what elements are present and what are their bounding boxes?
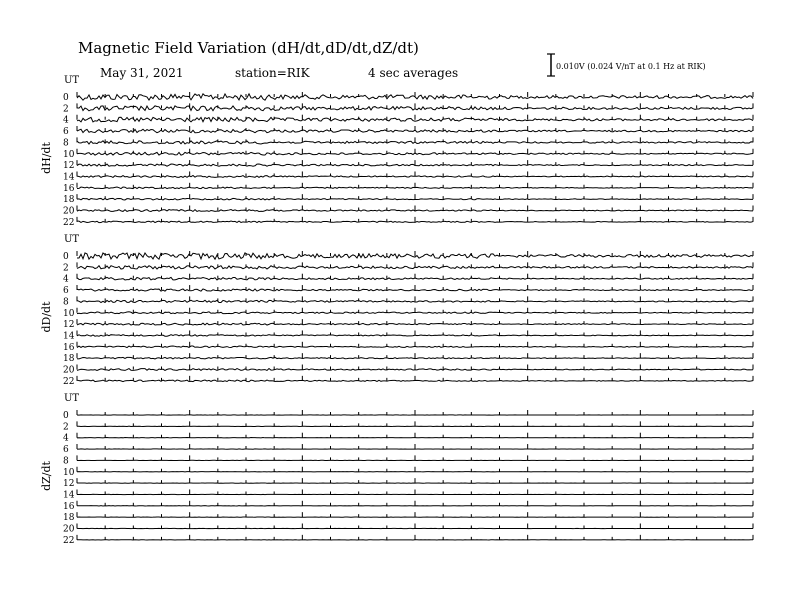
dz-hour-label: 12 [63, 479, 75, 490]
dz-hour-label: 20 [63, 524, 75, 535]
dz-traces [63, 410, 753, 546]
dd-hour-label: 4 [63, 274, 69, 285]
dh-hour-label: 18 [63, 195, 75, 206]
dz-hour-label: 0 [63, 411, 69, 421]
dh-hour-label: 22 [63, 217, 75, 228]
averaging-label: 4 sec averages [368, 66, 459, 80]
dz-hour-label: 16 [63, 501, 75, 512]
dd-traces [63, 251, 753, 387]
dh-hour-label: 20 [63, 206, 75, 217]
dh-hour-label: 14 [63, 172, 75, 183]
dh-axis-label: dH/dt [40, 142, 53, 174]
chart-title: Magnetic Field Variation (dH/dt,dD/dt,dZ/dt) [78, 39, 419, 57]
dz-hour-label: 8 [63, 456, 69, 467]
dh-traces [63, 92, 753, 228]
dd-hour-label: 0 [63, 252, 69, 262]
dd-hour-label: 2 [63, 263, 69, 274]
dh-hour-label: 16 [63, 183, 75, 194]
dh-panel [40, 75, 753, 228]
dd-hour-label: 22 [63, 376, 75, 387]
dz-hour-label: 4 [63, 433, 69, 444]
dz-hour-label: 14 [63, 490, 75, 501]
dz-hour-label: 2 [63, 422, 69, 433]
dd-hour-label: 12 [63, 320, 75, 331]
dh-ut-label: UT [64, 75, 80, 86]
dz-axis-label: dZ/dt [40, 461, 53, 491]
station-label: station=RIK [235, 66, 310, 80]
dd-axis-label: dD/dt [40, 301, 53, 333]
dz-hour-label: 22 [63, 535, 75, 546]
scale-bar [547, 54, 706, 76]
dh-hour-label: 10 [63, 149, 75, 160]
dd-hour-label: 18 [63, 354, 75, 365]
dd-panel [40, 234, 753, 387]
dz-ut-label: UT [64, 393, 80, 404]
dz-hour-label: 10 [63, 467, 75, 478]
dh-hour-label: 0 [63, 93, 69, 103]
dd-hour-label: 8 [63, 297, 69, 308]
dz-panel [40, 393, 753, 546]
dz-hour-label: 6 [63, 445, 69, 456]
date-label: May 31, 2021 [100, 66, 184, 80]
dh-hour-label: 4 [63, 115, 69, 126]
dd-hour-label: 20 [63, 365, 75, 376]
scale-label: 0.010V (0.024 V/nT at 0.1 Hz at RIK) [556, 62, 706, 71]
dd-hour-label: 6 [63, 286, 69, 297]
dd-hour-label: 14 [63, 331, 75, 342]
dh-hour-label: 12 [63, 161, 75, 172]
dh-hour-label: 8 [63, 138, 69, 149]
dd-hour-label: 16 [63, 342, 75, 353]
dz-hour-label: 18 [63, 513, 75, 524]
dd-ut-label: UT [64, 234, 80, 245]
dh-hour-label: 6 [63, 127, 69, 138]
dh-hour-label: 2 [63, 104, 69, 115]
dd-hour-label: 10 [63, 308, 75, 319]
